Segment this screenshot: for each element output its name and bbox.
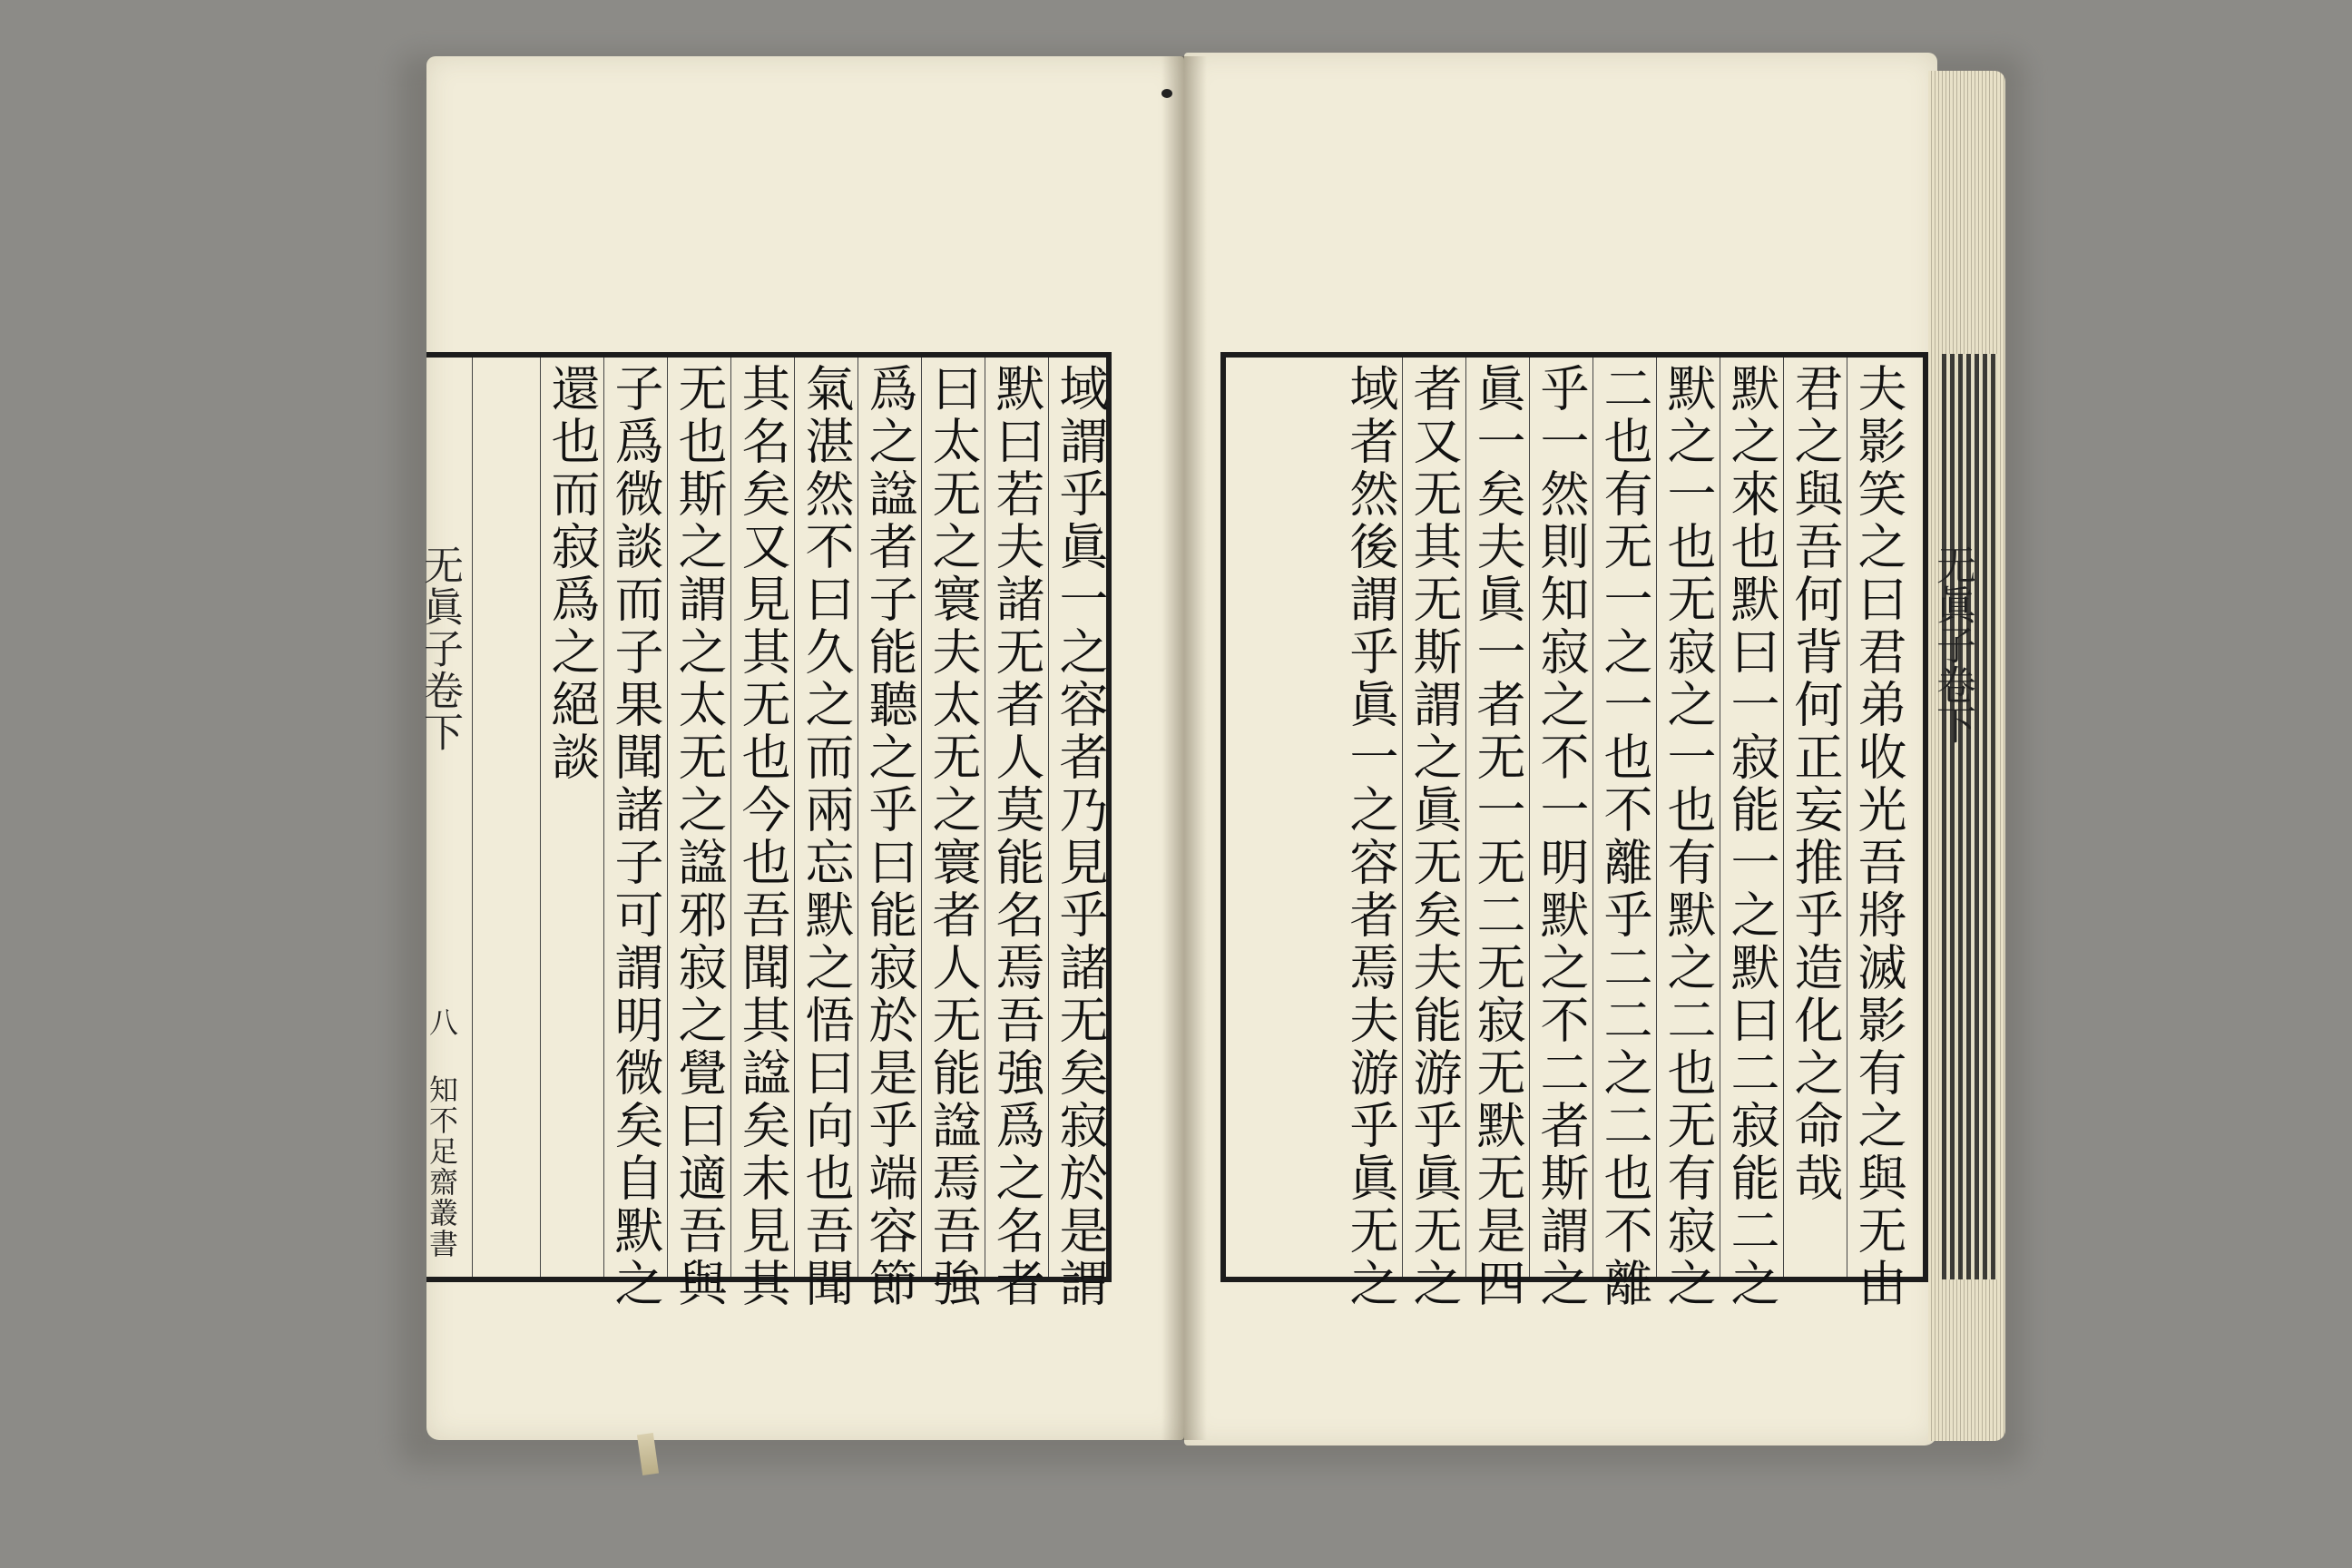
- right-column-8: 者又无其无斯謂之眞无矣夫能游乎眞无之: [1406, 363, 1463, 1310]
- column-rule: [667, 358, 668, 1277]
- right-column-7: 眞一矣夫眞一者无一无二无寂无默无是四: [1469, 363, 1526, 1310]
- column-rule: [603, 358, 604, 1277]
- ink-spot: [1161, 89, 1172, 98]
- left-margin-title: 无眞子卷下: [416, 544, 463, 753]
- left-column-7: 无也斯之謂之太无之諡邪寂之覺曰適吾與: [671, 363, 728, 1310]
- left-column-4: 爲之諡者子能聽之乎曰能寂於是乎端容節: [861, 363, 918, 1310]
- left-column-1: 域謂乎眞一之容者乃見乎諸无矣寂於是謂: [1052, 363, 1109, 1310]
- right-column-1: 夫影笑之曰君弟收光吾將滅影有之與无由: [1850, 363, 1907, 1310]
- column-rule: [1465, 358, 1466, 1277]
- left-column-3: 曰太无之寰夫太无之寰者人无能諡焉吾強: [925, 363, 982, 1310]
- column-rule: [794, 358, 795, 1277]
- column-rule: [1529, 358, 1530, 1277]
- column-rule: [1048, 358, 1049, 1277]
- right-column-6: 乎一然則知寂之不一明默之不二者斯謂之: [1533, 363, 1590, 1310]
- left-margin-folio: 八 知不足齋叢書: [425, 1007, 459, 1259]
- column-rule: [730, 358, 731, 1277]
- column-rule: [540, 358, 541, 1277]
- left-column-5: 氣湛然不曰久之而兩忘默之悟曰向也吾聞: [798, 363, 855, 1310]
- right-edge-block: [1942, 354, 1998, 1279]
- column-rule: [921, 358, 922, 1277]
- right-column-2: 君之與吾何背何正妄推乎造化之命哉: [1787, 363, 1844, 1205]
- margin-rule: [472, 358, 473, 1277]
- right-margin-title: 无眞子卷下: [1929, 544, 1975, 744]
- right-column-3: 默之來也默曰一寂能一之默曰二寂能二之: [1723, 363, 1780, 1310]
- book-gutter: [1161, 56, 1207, 1440]
- right-column-4: 默之一也无寂之一也有默之二也无有寂之: [1660, 363, 1717, 1310]
- column-rule: [1402, 358, 1403, 1277]
- left-column-2: 默曰若夫諸无者人莫能名焉吾強爲之名者: [988, 363, 1045, 1310]
- left-column-8: 子爲微談而子果聞諸子可謂明微矣自默之: [607, 363, 664, 1310]
- left-column-6: 其名矣又見其无也今也吾聞其諡矣未見其: [734, 363, 791, 1310]
- right-column-9: 域者然後謂乎眞一之容者焉夫游乎眞无之: [1342, 363, 1399, 1310]
- right-column-5: 二也有无一之一也不離乎二二之二也不離: [1596, 363, 1653, 1310]
- column-rule: [1783, 358, 1784, 1277]
- left-column-9: 還也而寂爲之絕談: [544, 363, 601, 784]
- column-rule: [1592, 358, 1593, 1277]
- column-rule: [1656, 358, 1657, 1277]
